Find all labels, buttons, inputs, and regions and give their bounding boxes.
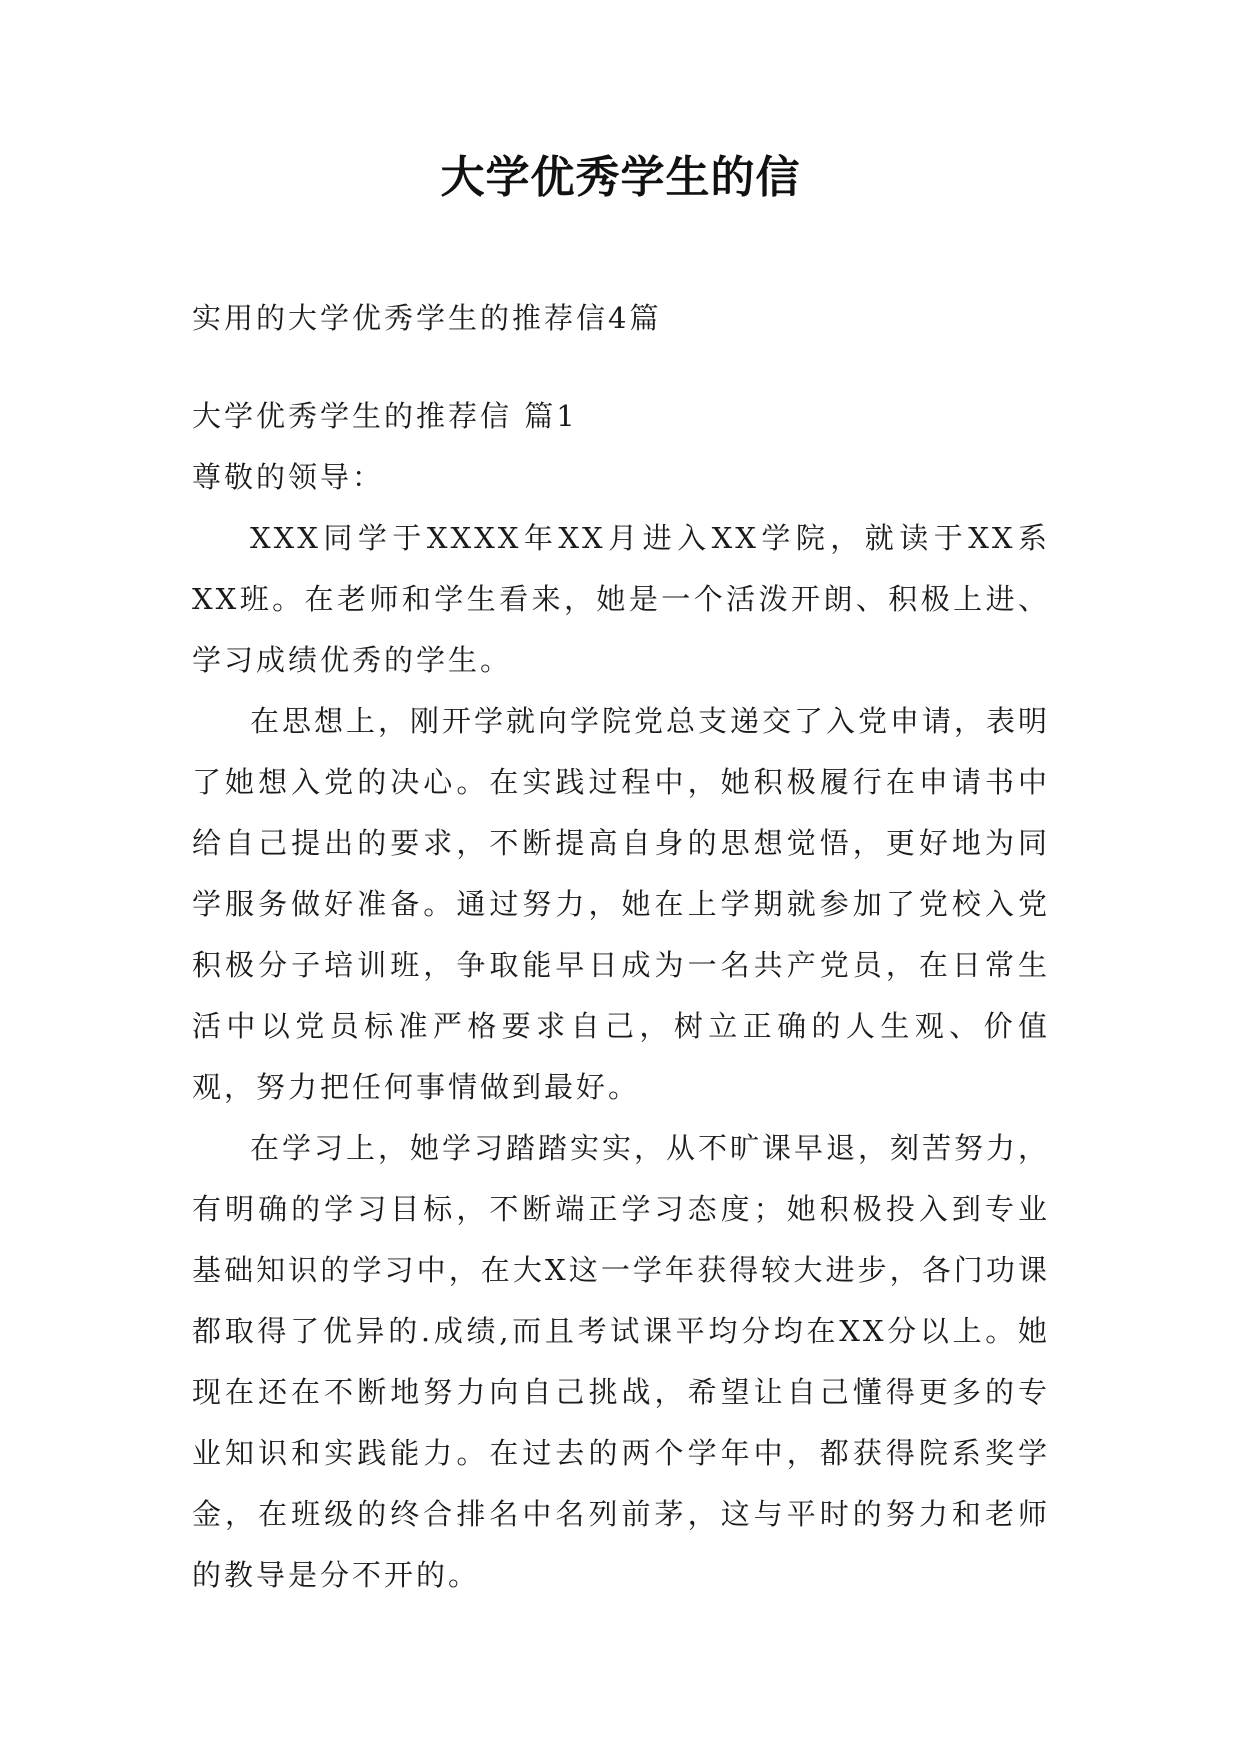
body-paragraph: XXX同学于XXXX年XX月进入XX学院，就读于XX系XX班。在老师和学生看来，她是一个活泼开朗、积极上进、学习成绩优秀的学生。 [192,521,1050,677]
document-body [192,288,1050,1606]
document-title: 大学优秀学生的信 [440,152,801,203]
body-paragraph: 在思想上，刚开学就向学院党总支递交了入党申请，表明了她想入党的决心。在实践过程中，她积极履行在申请书中给自己提出的要求，不断提高自身的思想觉悟，更好地为同学服务做好准备。通过努力，她在上学期就参加了党校入党积极分子培训班，争取能早日成为一名共产党员，在日常生活中以党员标准严格要求自己，树立正确的人生观、价值观，努力把任何事情做到最好。 [192,704,1051,1104]
document-subtitle: 实用的大学优秀学生的推荐信4篇 [192,301,662,335]
section-heading: 大学优秀学生的推荐信 篇1 [192,399,578,433]
salutation: 尊敬的领导： [192,460,385,494]
body-paragraph: 在学习上，她学习踏踏实实，从不旷课早退，刻苦努力，有明确的学习目标，不断端正学习态度；她积极投入到专业基础知识的学习中，在大X这一学年获得较大进步，各门功课都取得了优异的.成绩,而且考试课平均分均在XX分以上。她现在还在不断地努力向自己挑战，希望让自己懂得更多的专业知识和实践能力。在过去的两个学年中，都获得院系奖学金，在班级的终合排名中名列前茅，这与平时的努力和老师的教导是分不开的。 [192,1131,1051,1592]
